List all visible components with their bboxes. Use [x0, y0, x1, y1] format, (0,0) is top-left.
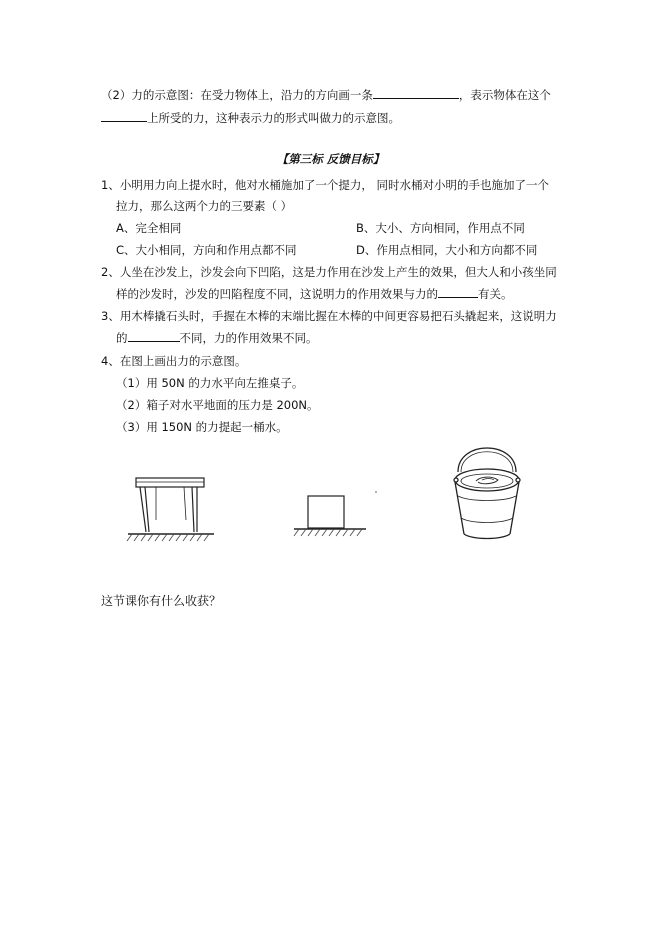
answer-blank[interactable] — [438, 286, 478, 298]
question-3-line2 — [116, 330, 318, 346]
question-4-sub2: （2）箱子对水平地面的压力是 200N。 — [116, 398, 319, 412]
question-4-line1: 4、在图上画出力的示意图。 — [101, 354, 247, 368]
question-3-text: 不同，力的作用效果不同。 — [179, 331, 318, 345]
answer-blank[interactable] — [128, 330, 180, 342]
answer-blank[interactable] — [373, 87, 459, 99]
question-2-text: 样的沙发时，沙发的凹陷程度不同，这说明力的作用效果与力的 — [116, 287, 438, 301]
box — [308, 496, 344, 528]
question-4-sub3: （3）用 150N 的力提起一桶水。 — [116, 420, 288, 434]
table-leg — [192, 487, 194, 532]
option-a[interactable]: A、完全相同 — [116, 221, 182, 235]
section2-line2 — [101, 110, 400, 126]
bucket-wall — [455, 482, 464, 534]
question-2-line1: 2、人坐在沙发上，沙发会向下凹陷，这是力作用在沙发上产生的效果，但大人和小孩坐同 — [101, 265, 557, 279]
section2-text: ，表示物体在这个 — [458, 88, 551, 102]
option-d[interactable]: D、作用点相同，大小和方向都不同 — [356, 243, 538, 257]
option-c[interactable]: C、大小相同，方向和作用点都不同 — [116, 243, 297, 257]
question-1-line1: 1、小明用力向上提水时，他对水桶施加了一个提力， 同时水桶对小明的手也施加了一个 — [101, 178, 549, 192]
question-3-text: 的 — [116, 331, 128, 345]
question-2-text: 有关。 — [478, 287, 513, 301]
bucket-figure[interactable] — [448, 436, 528, 546]
section2-line1 — [101, 87, 551, 103]
answer-blank[interactable] — [101, 110, 147, 122]
question-1-line2: 拉力，那么这两个力的三要素（ ） — [116, 199, 293, 213]
closing-question: 这节课你有什么收获？ — [101, 594, 222, 608]
box-figure[interactable] — [290, 488, 380, 544]
question-2-line2 — [116, 286, 513, 302]
section2-text: 上所受的力，这种表示力的形式叫做力的示意图。 — [147, 111, 400, 125]
section-heading: 【第三标 反馈目标】 — [276, 152, 385, 166]
section2-text: （2）力的示意图：在受力物体上，沿力的方向画一条 — [101, 88, 373, 102]
question-4-sub1: （1）用 50N 的力水平向左推桌子。 — [116, 376, 304, 390]
table-top — [136, 478, 204, 487]
table-figure[interactable] — [126, 472, 216, 544]
question-3-line1: 3、用木棒撬石头时，手握在木棒的末端比握在木棒的中间更容易把石头撬起来，这说明力 — [101, 309, 557, 323]
option-b[interactable]: B、大小、方向相同，作用点不同 — [356, 221, 525, 235]
